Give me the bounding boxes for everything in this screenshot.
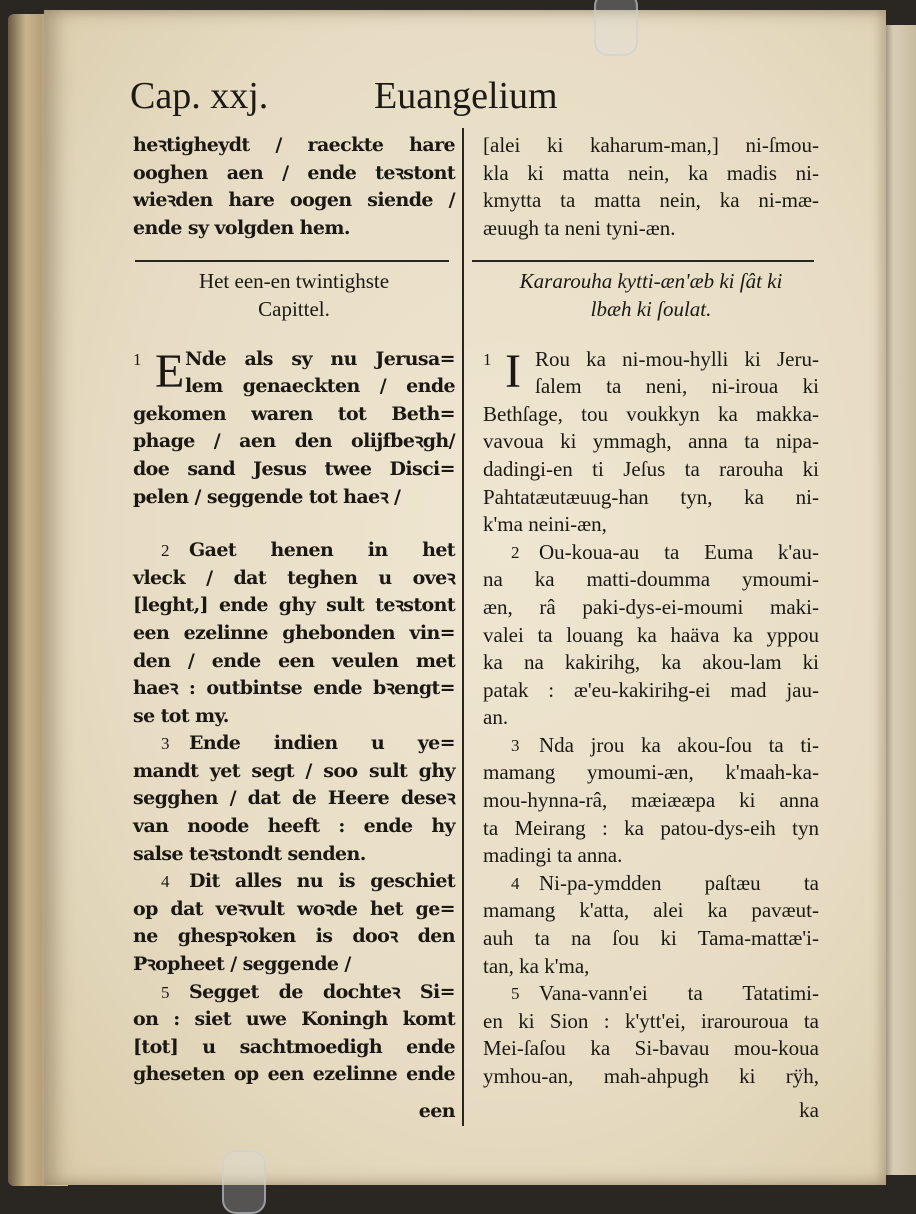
drop-cap: I (505, 344, 521, 398)
section-heading: Kararouha kytti-æn'æb ki ſât ki (519, 269, 783, 294)
verse-line (133, 868, 455, 896)
verse-line: tan, ka k'ma, (483, 953, 590, 978)
section-heading: lbæh ki ſoulat. (590, 296, 712, 321)
verse (483, 732, 819, 870)
column-divider (462, 128, 464, 1126)
verse-line: en ki Sion : k'ytt'ei, irarouroua ta (483, 1008, 819, 1033)
verse-number: 3 (161, 734, 169, 754)
verse-line: phage / aen den olijfbeꝛgh/ (133, 430, 455, 453)
verse-line: den / ende een veulen met (133, 649, 455, 672)
dutch-column (133, 132, 455, 1089)
verse-line: se tot my. (133, 704, 229, 727)
verse-line (133, 979, 455, 1007)
translation-column (483, 132, 819, 1091)
intro-line: ooghen aen / ende teꝛstont (133, 161, 455, 184)
intro-line: kmytta ta matta nein, ka ni-mæ- (483, 188, 819, 213)
verse-line: ne ghespꝛoken is dooꝛ den (133, 925, 455, 948)
verse-text: Nda jrou ka akou-ſou ta ti- (539, 732, 819, 757)
catchword-left: een (418, 1100, 455, 1122)
intro-line: heꝛtigheydt / raeckte hare (133, 134, 455, 156)
verse-line (133, 537, 455, 565)
verse-line: Pahtatæutæuug-han tyn, ka ni- (483, 484, 819, 509)
verse-line: na ka matti-doumma ymoumi- (483, 567, 819, 592)
verse-line: lem genaeckten / ende (185, 375, 455, 398)
verse (133, 537, 455, 730)
verse-line (133, 730, 455, 758)
verse-line (483, 732, 819, 760)
verse-number: 3 (511, 735, 520, 755)
verse (133, 730, 455, 868)
verse-line: van noode heeft : ende hy (133, 815, 455, 838)
verse-line: patak : æ'eu-kakirihg-ei mad jau- (483, 677, 819, 702)
intro-line: kla ki matta nein, ka madis ni- (483, 160, 819, 185)
verse-number: 2 (511, 542, 520, 562)
verse-number: 1 (133, 349, 141, 369)
verse-text: Ni-pa-ymdden paſtæu ta (539, 870, 819, 895)
verse-line: Mei-ſaſou ka Si-bavau mou-koua (483, 1036, 819, 1061)
section-heading: Het een-en twintighste (198, 269, 390, 294)
intro-line: ende sy volgden hem. (133, 216, 350, 239)
verse-line: k'ma neini-æn, (483, 512, 607, 537)
verse-text: Rou ka ni-mou-hylli ki Jeru- (535, 346, 819, 371)
verse-line: Bethſage, tou voukkyn ka makka- (483, 401, 819, 426)
verse-text: Gaet henen in het (189, 539, 455, 562)
verse-line: madingi ta anna. (483, 843, 623, 868)
verse-line: haeꝛ : outbintse ende bꝛengt= (133, 677, 455, 700)
verse-line (483, 980, 819, 1008)
verse (483, 980, 819, 1090)
spacer (133, 324, 455, 346)
verse-line: ta Meirang : ka patou-dys-eih tyn (483, 815, 819, 840)
verse-line: mamang k'atta, alei ka pavæut- (483, 898, 819, 923)
verse-line: gheseten op een ezelinne ende (133, 1063, 455, 1086)
verse (483, 870, 819, 980)
verse-line (483, 539, 819, 567)
intro-line: æuugh ta neni tyni-æn. (483, 215, 676, 240)
verse-line (483, 870, 819, 898)
verse-line: an. (483, 705, 509, 730)
verse-line: mamang ymoumi-æn, k'maah-ka- (483, 760, 819, 785)
verse-text: Segget de dochteꝛ Si= (189, 980, 455, 1003)
verse-line: ſalem ta neni, ni-iroua ki (535, 374, 819, 399)
drop-cap: E (155, 344, 184, 398)
verse-line: vavoua ki ymmagh, anna ta nipa- (483, 429, 819, 454)
verse-number: 2 (161, 541, 169, 561)
verse-text: Ende indien u ye= (189, 732, 455, 755)
catchword-right: ka (799, 1098, 819, 1122)
verse-line: vleck / dat teghen u oveꝛ (133, 566, 455, 589)
verse-line: pelen / seggende tot haeꝛ / (133, 485, 401, 508)
verse-line: dadingi-en ti Jeſus ta rarouha ki (483, 456, 819, 481)
verse-line: Pꝛopheet / seggende / (133, 953, 351, 976)
running-head-chapter: Cap. xxj. (130, 75, 269, 117)
verse-line: æn, râ paki-dys-ei-moumi maki- (483, 594, 819, 619)
verse-text: Ou-koua-au ta Euma k'au- (539, 539, 819, 564)
verse-number: 4 (511, 873, 520, 893)
verse-line: salse teꝛstondt senden. (133, 842, 366, 865)
verse (133, 979, 455, 1089)
spacer (483, 242, 819, 268)
intro-line: wieꝛden hare oogen siende / (133, 189, 455, 212)
verse-line: een ezelinne ghebonden vin= (133, 621, 455, 644)
verse-line: doe sand Jesus twee Disci= (133, 457, 455, 480)
verse (133, 868, 455, 978)
verse-number: 5 (161, 982, 169, 1002)
verse-line (483, 346, 819, 374)
verse (483, 346, 819, 539)
verse-line: mandt yet segt / soo sult ghy (133, 759, 455, 782)
verse-line: auh ta na ſou ki Tama-mattæ'i- (483, 926, 819, 951)
verse-number: 5 (511, 984, 520, 1004)
verse-line: gekomen waren tot Beth= (133, 402, 455, 425)
verse-line: segghen / dat de Heere deseꝛ (133, 787, 455, 810)
running-head-title: Euangelium (374, 75, 558, 117)
intro-line: [alei ki kaharum-man,] ni-ſmou- (483, 133, 819, 157)
spacer (133, 242, 455, 268)
verse-text: Nde als sy nu Jerusa= (185, 347, 455, 370)
verse-number: 1 (483, 349, 492, 369)
verse-line: ymhou-an, mah-ahpugh ki rÿh, (483, 1064, 819, 1088)
verse-line: op dat veꝛvult woꝛde het ge= (133, 897, 455, 920)
spacer (483, 324, 819, 346)
verse (133, 346, 455, 512)
verse-line: mou-hynna-râ, mæiææpa ki anna (483, 788, 819, 813)
verse-text: Dit alles nu is geschiet (189, 870, 455, 893)
verse-line: [tot] u sachtmoedigh ende (133, 1035, 455, 1058)
verse-line: [leght,] ende ghy sult teꝛstont (133, 594, 455, 617)
page-clip-top (594, 0, 638, 56)
verse-line: on : siet uwe Koningh komt (133, 1008, 455, 1031)
page-clip-bottom (222, 1150, 266, 1214)
verse-line: valei ta louang ka haäva ka yppou (483, 622, 819, 647)
verse-number: 4 (161, 872, 169, 892)
verse (483, 539, 819, 732)
section-heading: Capittel. (258, 296, 330, 321)
verse-line: ka na kakirihg, ka akou-lam ki (483, 650, 819, 675)
verse-text: Vana-vann'ei ta Tatatimi- (539, 981, 819, 1006)
